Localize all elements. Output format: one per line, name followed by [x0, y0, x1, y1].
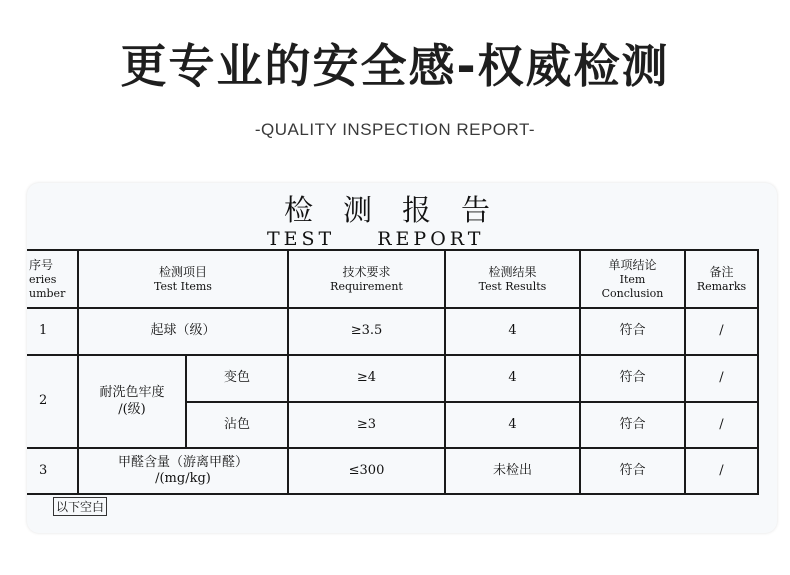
row-item-unit: /(级)	[118, 401, 146, 417]
row-result: 4	[445, 308, 580, 355]
row-item: 起球（级）	[78, 308, 288, 355]
row-requirement: ≥3.5	[288, 308, 445, 355]
row-requirement: ≥3	[288, 402, 445, 448]
row-conclusion: 符合	[580, 355, 685, 402]
row-result: 4	[445, 355, 580, 402]
table-header-row	[27, 250, 758, 308]
header-requirement: 技术要求 Requirement	[288, 250, 445, 308]
header-remarks: 备注 Remarks	[685, 250, 758, 308]
row-item	[78, 355, 186, 448]
row-subitem: 沾色	[186, 402, 288, 448]
row-result: 未检出	[445, 448, 580, 494]
report-table	[27, 249, 759, 495]
row-requirement: ≤300	[288, 448, 445, 494]
row-remark: /	[685, 308, 758, 355]
row-conclusion: 符合	[580, 308, 685, 355]
header-test-items: 检测项目 Test Items	[78, 250, 288, 308]
row-conclusion: 符合	[580, 402, 685, 448]
row-conclusion: 符合	[580, 448, 685, 494]
row-remark: /	[685, 355, 758, 402]
page-headline: 更专业的安全感-权威检测	[120, 39, 670, 93]
test-report-document	[27, 183, 777, 533]
header-test-results: 检测结果 Test Results	[445, 250, 580, 308]
row-item-name: 甲醛含量（游离甲醛）	[117, 454, 248, 470]
row-item	[78, 448, 288, 494]
row-number: 1	[27, 308, 78, 355]
row-subitem: 变色	[186, 355, 288, 402]
row-item-name: 耐洗色牢度	[99, 385, 165, 401]
table-row	[27, 308, 758, 355]
row-remark: /	[685, 402, 758, 448]
blank-below-note: 以下空白	[53, 497, 107, 516]
row-remark: /	[685, 448, 758, 494]
report-title-cn: 检测报告	[283, 193, 520, 227]
row-result: 4	[445, 402, 580, 448]
report-title-en	[267, 228, 547, 250]
row-number: 2	[27, 355, 78, 448]
row-number: 3	[27, 448, 78, 494]
header-conclusion: 单项结论 Item Conclusion	[580, 250, 685, 308]
row-requirement: ≥4	[288, 355, 445, 402]
page-subtitle: -QUALITY INSPECTION REPORT-	[254, 120, 536, 139]
row-item-unit: /(mg/kg)	[155, 471, 211, 486]
table-row	[27, 355, 758, 402]
header-serial: 序号 eries umber	[27, 250, 78, 308]
report-title-en-word1: TEST	[267, 228, 336, 250]
report-title-en-word2: REPORT	[377, 228, 485, 250]
table-row	[27, 448, 758, 494]
